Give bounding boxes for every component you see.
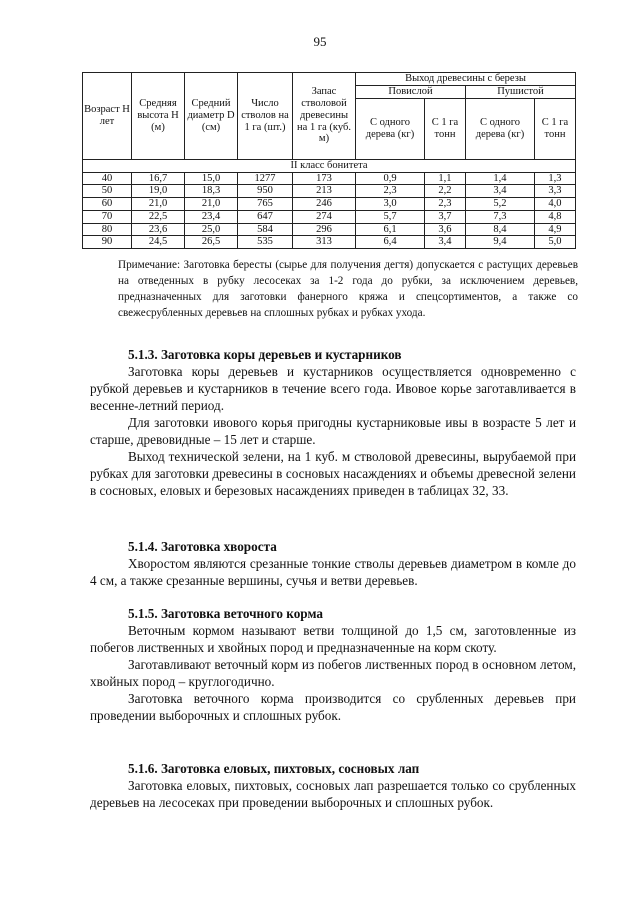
table-cell: 3,7 xyxy=(425,210,466,223)
table-cell: 535 xyxy=(238,236,293,249)
section-heading: 5.1.6. Заготовка еловых, пихтовых, сосновых лап xyxy=(128,761,420,776)
header-output-group: Выход древесины с березы xyxy=(356,73,576,86)
table-cell: 950 xyxy=(238,185,293,198)
table-cell: 5,0 xyxy=(534,236,575,249)
table-cell: 5,2 xyxy=(465,198,534,211)
table-cell: 1,1 xyxy=(425,172,466,185)
table-cell: 5,7 xyxy=(356,210,425,223)
table-cell: 21,0 xyxy=(185,198,238,211)
table-cell: 765 xyxy=(238,198,293,211)
table-cell: 19,0 xyxy=(132,185,185,198)
paragraph: Заготовка веточного корма производится со срубленных деревьев при проведении выборочных и сплошных рубок. xyxy=(90,691,576,723)
section-heading: 5.1.4. Заготовка хвороста xyxy=(128,539,277,554)
header-per-tree-b: С одного дерева (кг) xyxy=(465,98,534,159)
table-cell: 21,0 xyxy=(132,198,185,211)
header-stems: Число стволов на 1 га (шт.) xyxy=(238,73,293,160)
header-diameter: Средний диаметр D (см) xyxy=(185,73,238,160)
table-cell: 4,9 xyxy=(534,223,575,236)
table-cell: 274 xyxy=(293,210,356,223)
table-cell: 213 xyxy=(293,185,356,198)
table-cell: 26,5 xyxy=(185,236,238,249)
header-per-ha: С 1 га тонн xyxy=(425,98,466,159)
section-5-1-5 xyxy=(90,605,576,724)
table-cell: 2,2 xyxy=(425,185,466,198)
section-5-1-3 xyxy=(90,346,576,499)
table-cell: 647 xyxy=(238,210,293,223)
table-cell: 0,9 xyxy=(356,172,425,185)
paragraph: Для заготовки ивового корья пригодны кустарниковые ивы в возрасте 5 лет и старше, древовидные – 15 лет и старше. xyxy=(90,415,576,447)
paragraph: Выход технической зелени, на 1 куб. м стволовой древесины, вырубаемой при рубках для заготовки древесины в сосновых насаждениях и объемы древесной зелени в сосновых, еловых и березовых насаждениях приведен в таблицах 32, 33. xyxy=(90,449,576,498)
table-cell: 8,4 xyxy=(465,223,534,236)
paragraph: Веточным кормом называют ветви толщиной до 1,5 см, заготовленные из побегов лиственных и хвойных пород и предназначенные на корм скоту. xyxy=(90,623,576,655)
section-5-1-4 xyxy=(90,538,576,589)
table-cell: 15,0 xyxy=(185,172,238,185)
section-5-1-6 xyxy=(90,760,576,811)
table-cell: 60 xyxy=(83,198,132,211)
table-cell: 9,4 xyxy=(465,236,534,249)
table-cell: 296 xyxy=(293,223,356,236)
header-stock: Запас стволовой древесины на 1 га (куб. м) xyxy=(293,73,356,160)
table-cell: 6,4 xyxy=(356,236,425,249)
table-row xyxy=(83,236,576,249)
table-cell: 4,8 xyxy=(534,210,575,223)
table-note: Примечание: Заготовка бересты (сырье для получения дегтя) допускается с растущих деревьев на отведенных в рубку лесосеках за 1-2 года до рубки, за исключением деревьев, предназначенных для заготовки фанерного кряжа и спецсортиментов, а также со свежесрубленных деревьев на сплошных рубках и рубках ухода. xyxy=(118,259,578,319)
table-row xyxy=(83,172,576,185)
table-cell: 90 xyxy=(83,236,132,249)
table-row xyxy=(83,210,576,223)
table-cell: 246 xyxy=(293,198,356,211)
table-row xyxy=(83,185,576,198)
table-cell: 40 xyxy=(83,172,132,185)
table-cell: 1,4 xyxy=(465,172,534,185)
table-cell: 173 xyxy=(293,172,356,185)
table-cell: 3,0 xyxy=(356,198,425,211)
birch-yield-table xyxy=(82,72,576,249)
table-row xyxy=(83,198,576,211)
table-cell: 22,5 xyxy=(132,210,185,223)
table-cell: 313 xyxy=(293,236,356,249)
table-cell: 50 xyxy=(83,185,132,198)
header-povislaya: Повислой xyxy=(356,85,466,98)
paragraph: Заготовка еловых, пихтовых, сосновых лап разрешается только со срубленных деревьев на лесосеках при проведении выборочных и сплошных рубок. xyxy=(90,778,576,810)
table-cell: 4,0 xyxy=(534,198,575,211)
table-cell: 1,3 xyxy=(534,172,575,185)
header-per-ha-b: С 1 га тонн xyxy=(534,98,575,159)
header-per-tree: С одного дерева (кг) xyxy=(356,98,425,159)
table-cell: 3,4 xyxy=(425,236,466,249)
paragraph: Заготовка коры деревьев и кустарников осуществляется одновременно с рубкой деревьев и кустарников в течение всего года. Ивовое корье заготавливается в весенне-летний период. xyxy=(90,364,576,413)
table-cell: 2,3 xyxy=(356,185,425,198)
paragraph: Заготавливают веточный корм из побегов лиственных пород в основном летом, хвойных пород – круглогодично. xyxy=(90,657,576,689)
table-cell: 80 xyxy=(83,223,132,236)
header-age: Возраст Н лет xyxy=(83,73,132,160)
table-cell: 584 xyxy=(238,223,293,236)
class-label: II класс бонитета xyxy=(83,159,576,172)
table-cell: 23,4 xyxy=(185,210,238,223)
table-cell: 24,5 xyxy=(132,236,185,249)
section-heading: 5.1.5. Заготовка веточного корма xyxy=(128,606,323,621)
table-cell: 7,3 xyxy=(465,210,534,223)
header-pushistoy: Пушистой xyxy=(465,85,575,98)
section-heading: 5.1.3. Заготовка коры деревьев и кустарников xyxy=(128,347,402,362)
table-cell: 1277 xyxy=(238,172,293,185)
table-cell: 23,6 xyxy=(132,223,185,236)
table-cell: 2,3 xyxy=(425,198,466,211)
table-cell: 16,7 xyxy=(132,172,185,185)
table-cell: 6,1 xyxy=(356,223,425,236)
page-number: 95 xyxy=(313,34,327,49)
table-cell: 70 xyxy=(83,210,132,223)
table-cell: 25,0 xyxy=(185,223,238,236)
table-cell: 3,3 xyxy=(534,185,575,198)
paragraph: Хворостом являются срезанные тонкие стволы деревьев диаметром в комле до 4 см, а также срезанные вершины, сучья и ветви деревьев. xyxy=(90,556,576,588)
table-row xyxy=(83,223,576,236)
table-cell: 18,3 xyxy=(185,185,238,198)
table-cell: 3,6 xyxy=(425,223,466,236)
header-height: Средняя высота Н (м) xyxy=(132,73,185,160)
table-cell: 3,4 xyxy=(465,185,534,198)
